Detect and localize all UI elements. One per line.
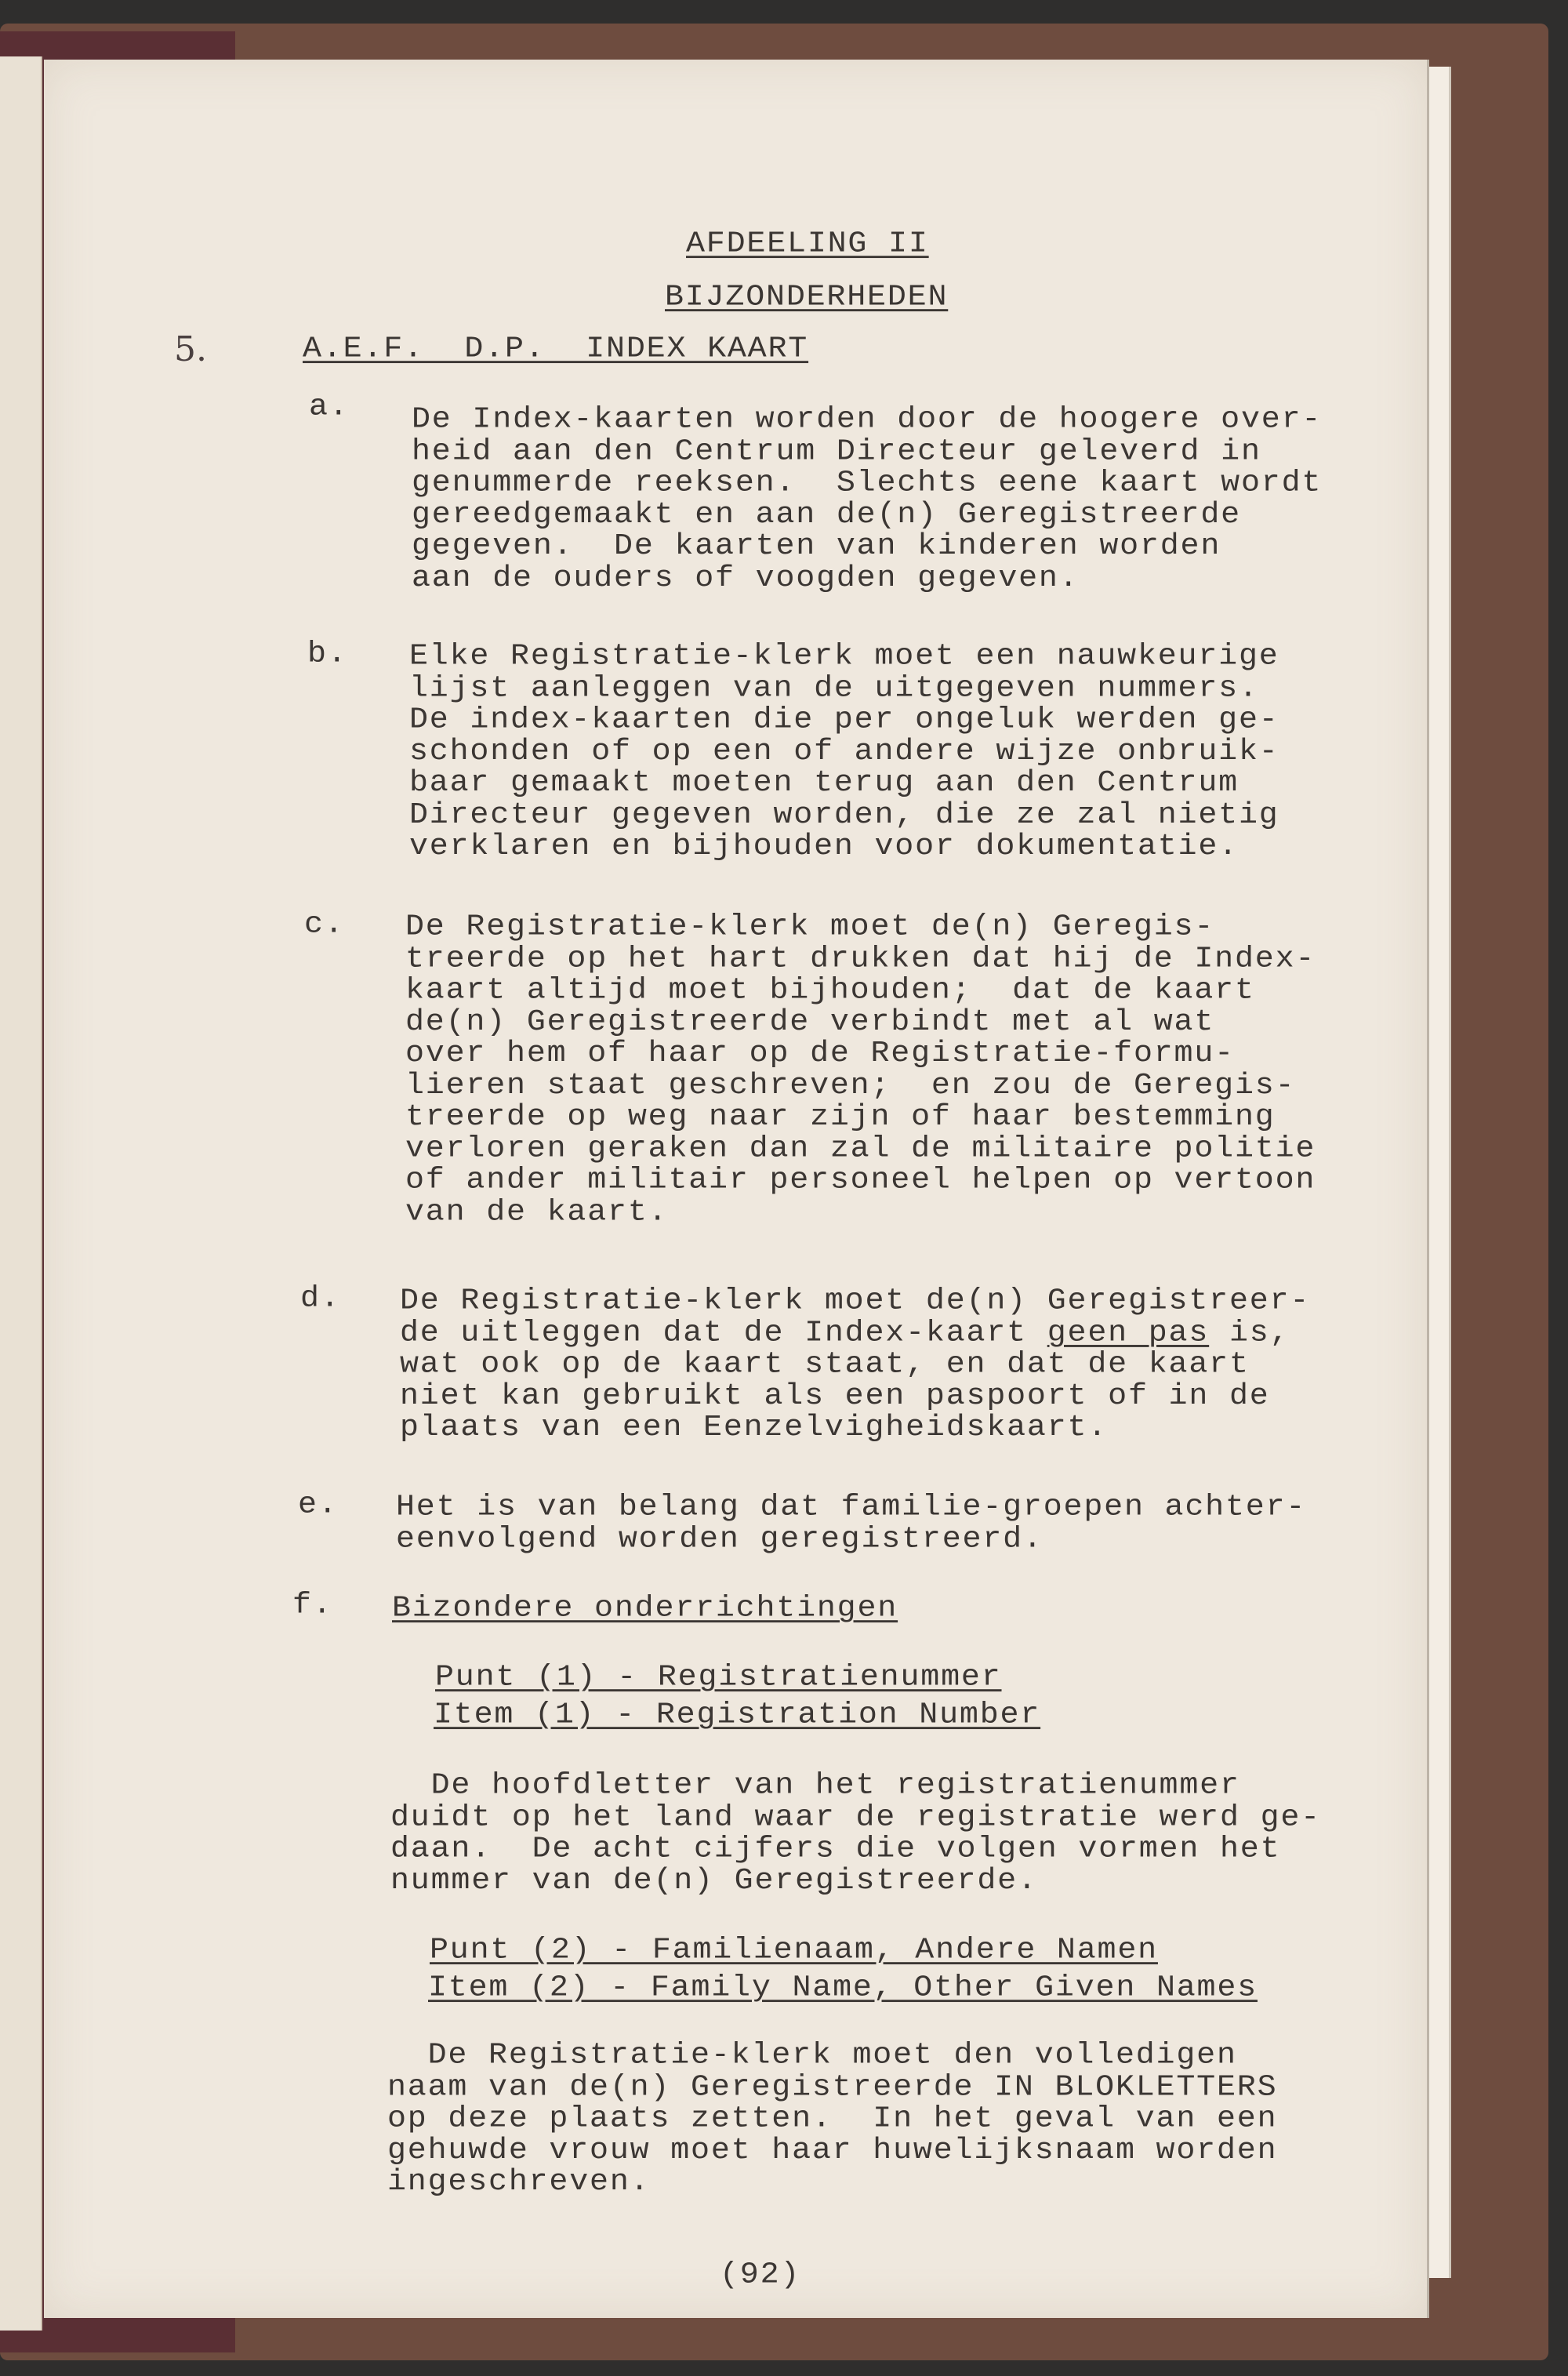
- subsection-heading: Bizondere onderrichtingen: [392, 1592, 898, 1626]
- text-line: genummerde reeksen. Slechts eene kaart wordt: [412, 466, 1323, 500]
- text-line: De Registratie-klerk moet de(n) Geregistreer-: [400, 1284, 1311, 1318]
- punt-2-heading: Punt (2) - Familienaam, Andere Namen: [430, 1934, 1158, 1967]
- text-line: gehuwde vrouw moet haar huwelijksnaam worden: [387, 2134, 1278, 2167]
- emphasis-underlined: geen pas: [1047, 1316, 1210, 1350]
- text-line: gegeven. De kaarten van kinderen worden: [412, 529, 1221, 564]
- item-1-heading: Item (1) - Registration Number: [434, 1698, 1041, 1732]
- text-line: Directeur gegeven worden, die ze zal nietig: [409, 797, 1279, 832]
- item-label-a: a.: [309, 391, 350, 424]
- item-a-text: [412, 405, 1322, 594]
- text-segment: de uitleggen dat de Index-kaart: [400, 1316, 1047, 1350]
- text-line: treerde op weg naar zijn of haar bestemming: [405, 1100, 1276, 1135]
- left-page-edge: [0, 56, 42, 2331]
- text-line: naam van de(n) Geregistreerde IN BLOKLETTERS: [387, 2070, 1278, 2105]
- item-label-c: c.: [304, 908, 345, 942]
- section-subtitle: BIJZONDERHEDEN: [665, 281, 949, 314]
- punt-1-heading: Punt (1) - Registratienummer: [435, 1661, 1002, 1695]
- text-line: daan. De acht cijfers die volgen vormen het: [390, 1832, 1281, 1866]
- text-line: De Registratie-klerk moet den volledigen: [387, 2039, 1237, 2073]
- text-line: plaats van een Eenzelvigheidskaart.: [400, 1411, 1109, 1445]
- item-label-f: f.: [292, 1589, 333, 1622]
- text-line: heid aan den Centrum Directeur geleverd in: [412, 434, 1261, 469]
- text-line: schonden of op een of andere wijze onbruik-: [409, 735, 1279, 768]
- text-line: Elke Registratie-klerk moet een nauwkeurige: [409, 640, 1279, 674]
- item-label-e: e.: [298, 1488, 339, 1522]
- text-line: nummer van de(n) Geregistreerde.: [390, 1864, 1038, 1898]
- text-line: De Index-kaarten worden door de hoogere over-: [412, 403, 1323, 437]
- text-line: niet kan gebruikt als een paspoort of in de: [400, 1379, 1270, 1413]
- text-line: of ander militair personeel helpen op vertoon: [405, 1164, 1316, 1197]
- text-line: baar gemaakt moeten terug aan den Centrum: [409, 766, 1239, 801]
- text-line: op deze plaats zetten. In het geval van een: [387, 2102, 1278, 2136]
- text-line: De hoofdletter van het registratienummer: [390, 1769, 1240, 1803]
- text-line: gereedgemaakt en aan de(n) Geregistreerde: [412, 498, 1241, 532]
- text-line: De Registratie-klerk moet de(n) Geregis-: [405, 910, 1215, 944]
- text-line: Het is van belang dat familie-groepen achter-: [396, 1491, 1307, 1524]
- item-label-d: d.: [300, 1282, 341, 1316]
- text-line: lijst aanleggen van de uitgegeven nummers.: [409, 671, 1259, 706]
- text-line: kaart altijd moet bijhouden; dat de kaart: [405, 973, 1255, 1008]
- paragraph-family-name: [387, 2040, 1277, 2199]
- item-2-heading: Item (2) - Family Name, Other Given Names: [428, 1971, 1258, 2005]
- text-line: verloren geraken dan zal de militaire politie: [405, 1132, 1316, 1166]
- text-line: van de kaart.: [405, 1195, 669, 1230]
- text-line: wat ook op de kaart staat, en dat de kaart: [400, 1347, 1250, 1382]
- part-title: AFDEELING II: [686, 227, 929, 261]
- text-line: over hem of haar op de Registratie-formu-: [405, 1037, 1235, 1071]
- text-line: duidt op het land waar de registratie werd ge-: [390, 1800, 1321, 1835]
- section-number: 5.: [174, 329, 207, 369]
- text-line: De index-kaarten die per ongeluk werden ge-: [409, 703, 1279, 737]
- text-line: aan de ouders of voogden gegeven.: [412, 561, 1080, 595]
- text-line: treerde op het hart drukken dat hij de Index-: [405, 942, 1316, 976]
- paragraph-registration-number: [390, 1771, 1321, 1898]
- text-line: lieren staat geschreven; en zou de Geregis-: [405, 1068, 1296, 1103]
- text-line: ingeschreven.: [387, 2165, 651, 2200]
- item-b-text: [409, 641, 1279, 863]
- item-e-text: [396, 1492, 1306, 1556]
- item-c-text: [405, 912, 1316, 1229]
- text-line: de(n) Geregistreerde verbindt met al wat: [405, 1005, 1215, 1039]
- item-d-text: [400, 1286, 1310, 1444]
- item-label-b: b.: [307, 638, 348, 671]
- text-line: verklaren en bijhouden voor dokumentatie.: [409, 830, 1239, 864]
- text-line: [400, 1317, 1310, 1349]
- page-number: (92): [720, 2258, 801, 2292]
- section-heading: A.E.F. D.P. INDEX KAART: [303, 332, 809, 366]
- text-line: eenvolgend worden geregistreerd.: [396, 1522, 1044, 1557]
- text-segment: is,: [1209, 1316, 1290, 1350]
